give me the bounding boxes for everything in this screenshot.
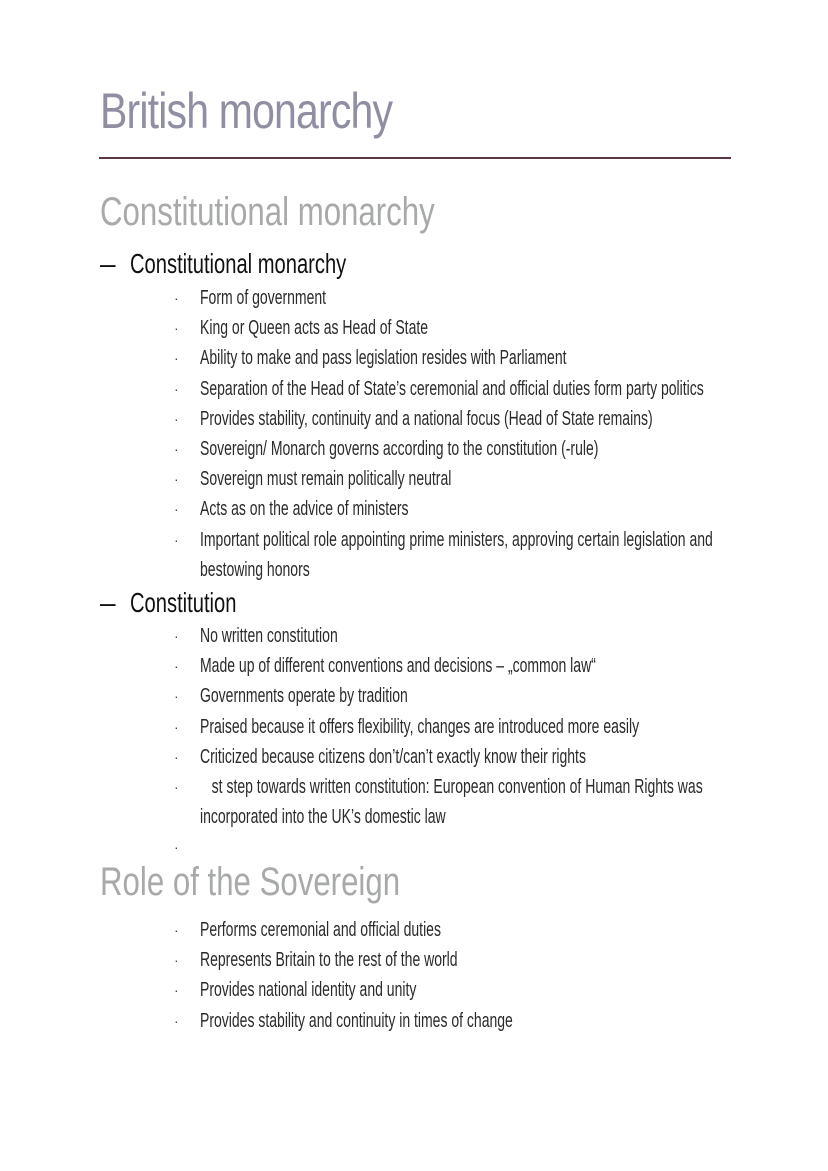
list-item: · Sovereign must remain politically neutral <box>174 464 828 494</box>
bullet-icon: · <box>174 441 179 458</box>
title-underline <box>99 157 731 159</box>
bullet-icon: · <box>174 501 179 518</box>
list-item: · Governments operate by tradition <box>174 681 828 711</box>
constitution-list <box>174 621 828 863</box>
list-item: · Form of government <box>174 283 828 313</box>
list-item: · No written constitution <box>174 621 828 651</box>
list-item-continuation: bestowing honors <box>200 558 310 581</box>
list-item: · Provides stability and continuity in times of change <box>174 1006 647 1036</box>
dash-marker: – <box>100 587 116 618</box>
sub-heading-constitutional-monarchy <box>100 248 430 280</box>
bullet-icon: · <box>174 952 179 969</box>
bullet-icon: · <box>174 779 179 796</box>
constitutional-monarchy-list <box>174 283 828 585</box>
list-item-continuation: incorporated into the UK’s domestic law <box>200 806 446 829</box>
sub-heading-label: Constitutional monarchy <box>130 248 347 279</box>
bullet-icon: · <box>174 748 179 765</box>
bullet-icon: · <box>174 380 179 397</box>
dash-marker: – <box>100 248 116 279</box>
list-item: · Provides national identity and unity <box>174 975 647 1005</box>
bullet-icon: · <box>174 922 179 938</box>
list-item: · Praised because it offers flexibility, changes are introduced more easily <box>174 712 828 742</box>
list-item: · Separation of the Head of State’s ceremonial and official duties form party politics <box>174 374 828 404</box>
bullet-icon: · <box>174 350 179 367</box>
bullet-icon: · <box>174 1012 179 1029</box>
list-item: · Ability to make and pass legislation resides with Parliament <box>174 343 828 373</box>
list-item-empty <box>174 832 828 862</box>
page-title: British monarchy <box>100 83 393 139</box>
list-item: · Acts as on the advice of ministers <box>174 494 828 524</box>
list-item: · Sovereign/ Monarch governs according to the constitution (-rule) <box>174 434 828 464</box>
bullet-icon: · <box>174 982 179 999</box>
role-of-sovereign-list <box>174 915 647 1036</box>
bullet-icon: · <box>174 658 179 675</box>
bullet-icon: · <box>174 410 179 427</box>
bullet-icon: · <box>174 839 179 856</box>
sub-heading-label: Constitution <box>130 587 237 618</box>
list-item: · Represents Britain to the rest of the world <box>174 945 647 975</box>
list-item: · Criticized because citizens don’t/can’t exactly know their rights <box>174 742 828 772</box>
bullet-icon: · <box>174 688 179 705</box>
bullet-icon: · <box>174 290 179 306</box>
list-item: · King or Queen acts as Head of State <box>174 313 828 343</box>
section-heading-constitutional-monarchy: Constitutional monarchy <box>100 190 435 234</box>
bullet-icon: · <box>174 718 179 735</box>
bullet-icon: · <box>174 628 179 644</box>
list-item: · Made up of different conventions and decisions – „common law“ <box>174 651 828 681</box>
list-item: · Provides stability, continuity and a national focus (Head of State remains) <box>174 404 828 434</box>
bullet-icon: · <box>174 471 179 488</box>
section-heading-role-of-sovereign: Role of the Sovereign <box>100 860 401 904</box>
list-item: · st step towards written constitution: European convention of Human Rights was <box>174 772 828 802</box>
bullet-icon: · <box>174 320 179 337</box>
list-item: · Performs ceremonial and official duties <box>174 915 647 945</box>
list-item: · Important political role appointing prime ministers, approving certain legislation and <box>174 525 828 555</box>
sub-heading-constitution <box>100 587 278 619</box>
bullet-icon: · <box>174 531 179 548</box>
